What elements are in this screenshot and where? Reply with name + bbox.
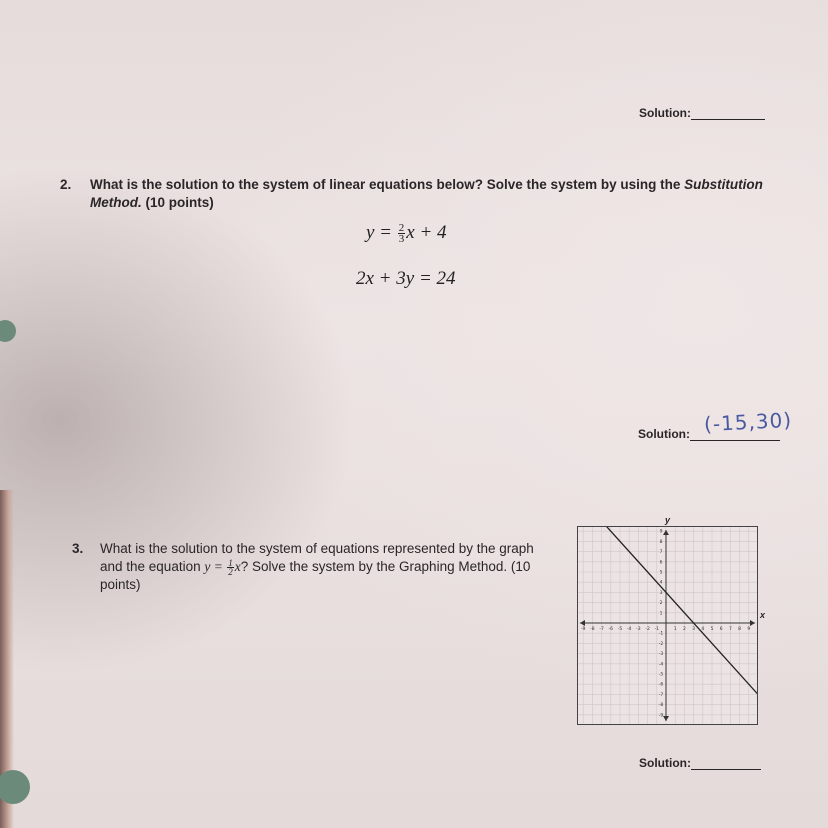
coordinate-graph — [577, 526, 758, 725]
y-axis-arrow — [663, 716, 669, 721]
method-name: Substitution Method. — [90, 177, 763, 210]
solution-label: Solution: — [639, 106, 691, 120]
eq-right: x + 4 — [406, 222, 447, 243]
fraction-denominator: 3 — [398, 233, 405, 246]
y-tick-label: 5 — [659, 570, 663, 576]
fraction-numerator: 2 — [398, 222, 405, 235]
question-text: What is the solution to the system of equations represented by the graph and the equation — [100, 541, 534, 574]
y-tick-label: -8 — [658, 703, 664, 709]
x-tick-label: 4 — [701, 627, 705, 632]
y-tick-label: -9 — [658, 713, 664, 719]
inline-equation — [204, 558, 241, 578]
fraction — [227, 559, 234, 576]
graph-line — [590, 527, 757, 700]
y-tick-label: -2 — [658, 641, 664, 647]
solution-line-top — [639, 106, 765, 120]
x-tick-label: 6 — [719, 627, 723, 632]
solution-label: Solution: — [639, 756, 691, 770]
x-tick-label: 2 — [682, 627, 686, 632]
question-text: What is the solution to the system of linear equations below? Solve the system by using the — [90, 177, 681, 192]
x-tick-label: -3 — [636, 627, 641, 632]
eq-left: y = — [204, 559, 227, 574]
x-tick-label: -7 — [599, 627, 604, 632]
y-axis-arrow — [663, 530, 669, 535]
x-tick-label: -4 — [626, 627, 632, 632]
x-tick-label: -6 — [608, 627, 614, 632]
y-tick-label: 1 — [659, 611, 663, 617]
y-tick-label: -1 — [658, 631, 664, 637]
x-axis-label: x — [760, 610, 766, 620]
y-tick-label: -4 — [658, 662, 664, 668]
eq-right: x — [234, 559, 241, 574]
question-3-text — [100, 540, 542, 594]
y-tick-label: -6 — [658, 682, 664, 688]
question-3 — [72, 540, 542, 594]
equation-2 — [356, 268, 456, 290]
x-tick-label: -5 — [617, 627, 623, 632]
y-tick-label: -5 — [658, 672, 664, 678]
fraction-numerator: 1 — [228, 558, 233, 569]
points: (10 points) — [145, 195, 214, 210]
binder-clip — [0, 770, 30, 804]
x-tick-label: 7 — [728, 627, 732, 632]
y-tick-label: 4 — [659, 580, 663, 586]
solution-blank[interactable] — [691, 107, 765, 120]
fraction — [398, 223, 406, 244]
solution-label: Solution: — [638, 427, 690, 441]
x-tick-label: -9 — [580, 627, 586, 632]
x-tick-label: -1 — [654, 627, 660, 632]
handwritten-answer: (-15,30) — [703, 407, 793, 437]
solution-blank[interactable] — [691, 759, 761, 770]
x-tick-label: 1 — [673, 627, 677, 632]
y-tick-label: -7 — [658, 692, 664, 698]
x-tick-label: 5 — [710, 627, 714, 632]
binder-clip — [0, 320, 16, 342]
x-axis-arrow — [750, 620, 755, 626]
x-tick-label: -2 — [645, 627, 650, 632]
x-tick-label: 8 — [738, 627, 742, 632]
y-tick-label: 3 — [659, 590, 663, 596]
solution-line-q3 — [639, 756, 761, 770]
eq-left: y = — [366, 222, 397, 243]
fraction-denominator: 2 — [228, 567, 233, 578]
question-text: ? Solve the system by the Graphing Method. (10 points) — [100, 559, 531, 593]
y-tick-label: 7 — [659, 550, 663, 556]
x-axis-arrow — [580, 620, 585, 626]
graph-svg — [578, 527, 757, 724]
x-tick-label: 9 — [747, 627, 751, 632]
y-axis-label: y — [665, 515, 671, 525]
question-2 — [60, 176, 780, 212]
equation-1 — [366, 222, 447, 244]
y-tick-label: 6 — [659, 560, 663, 566]
x-tick-label: 3 — [692, 627, 696, 632]
question-2-text — [90, 176, 780, 212]
eq-text: 2x + 3y = 24 — [356, 268, 456, 289]
question-number: 2. — [60, 177, 72, 192]
y-tick-label: 2 — [659, 601, 663, 607]
y-tick-label: 9 — [659, 529, 663, 535]
y-tick-label: 8 — [659, 539, 663, 545]
x-tick-label: -8 — [590, 627, 595, 632]
question-number: 3. — [72, 541, 84, 556]
y-tick-label: -3 — [658, 652, 664, 658]
